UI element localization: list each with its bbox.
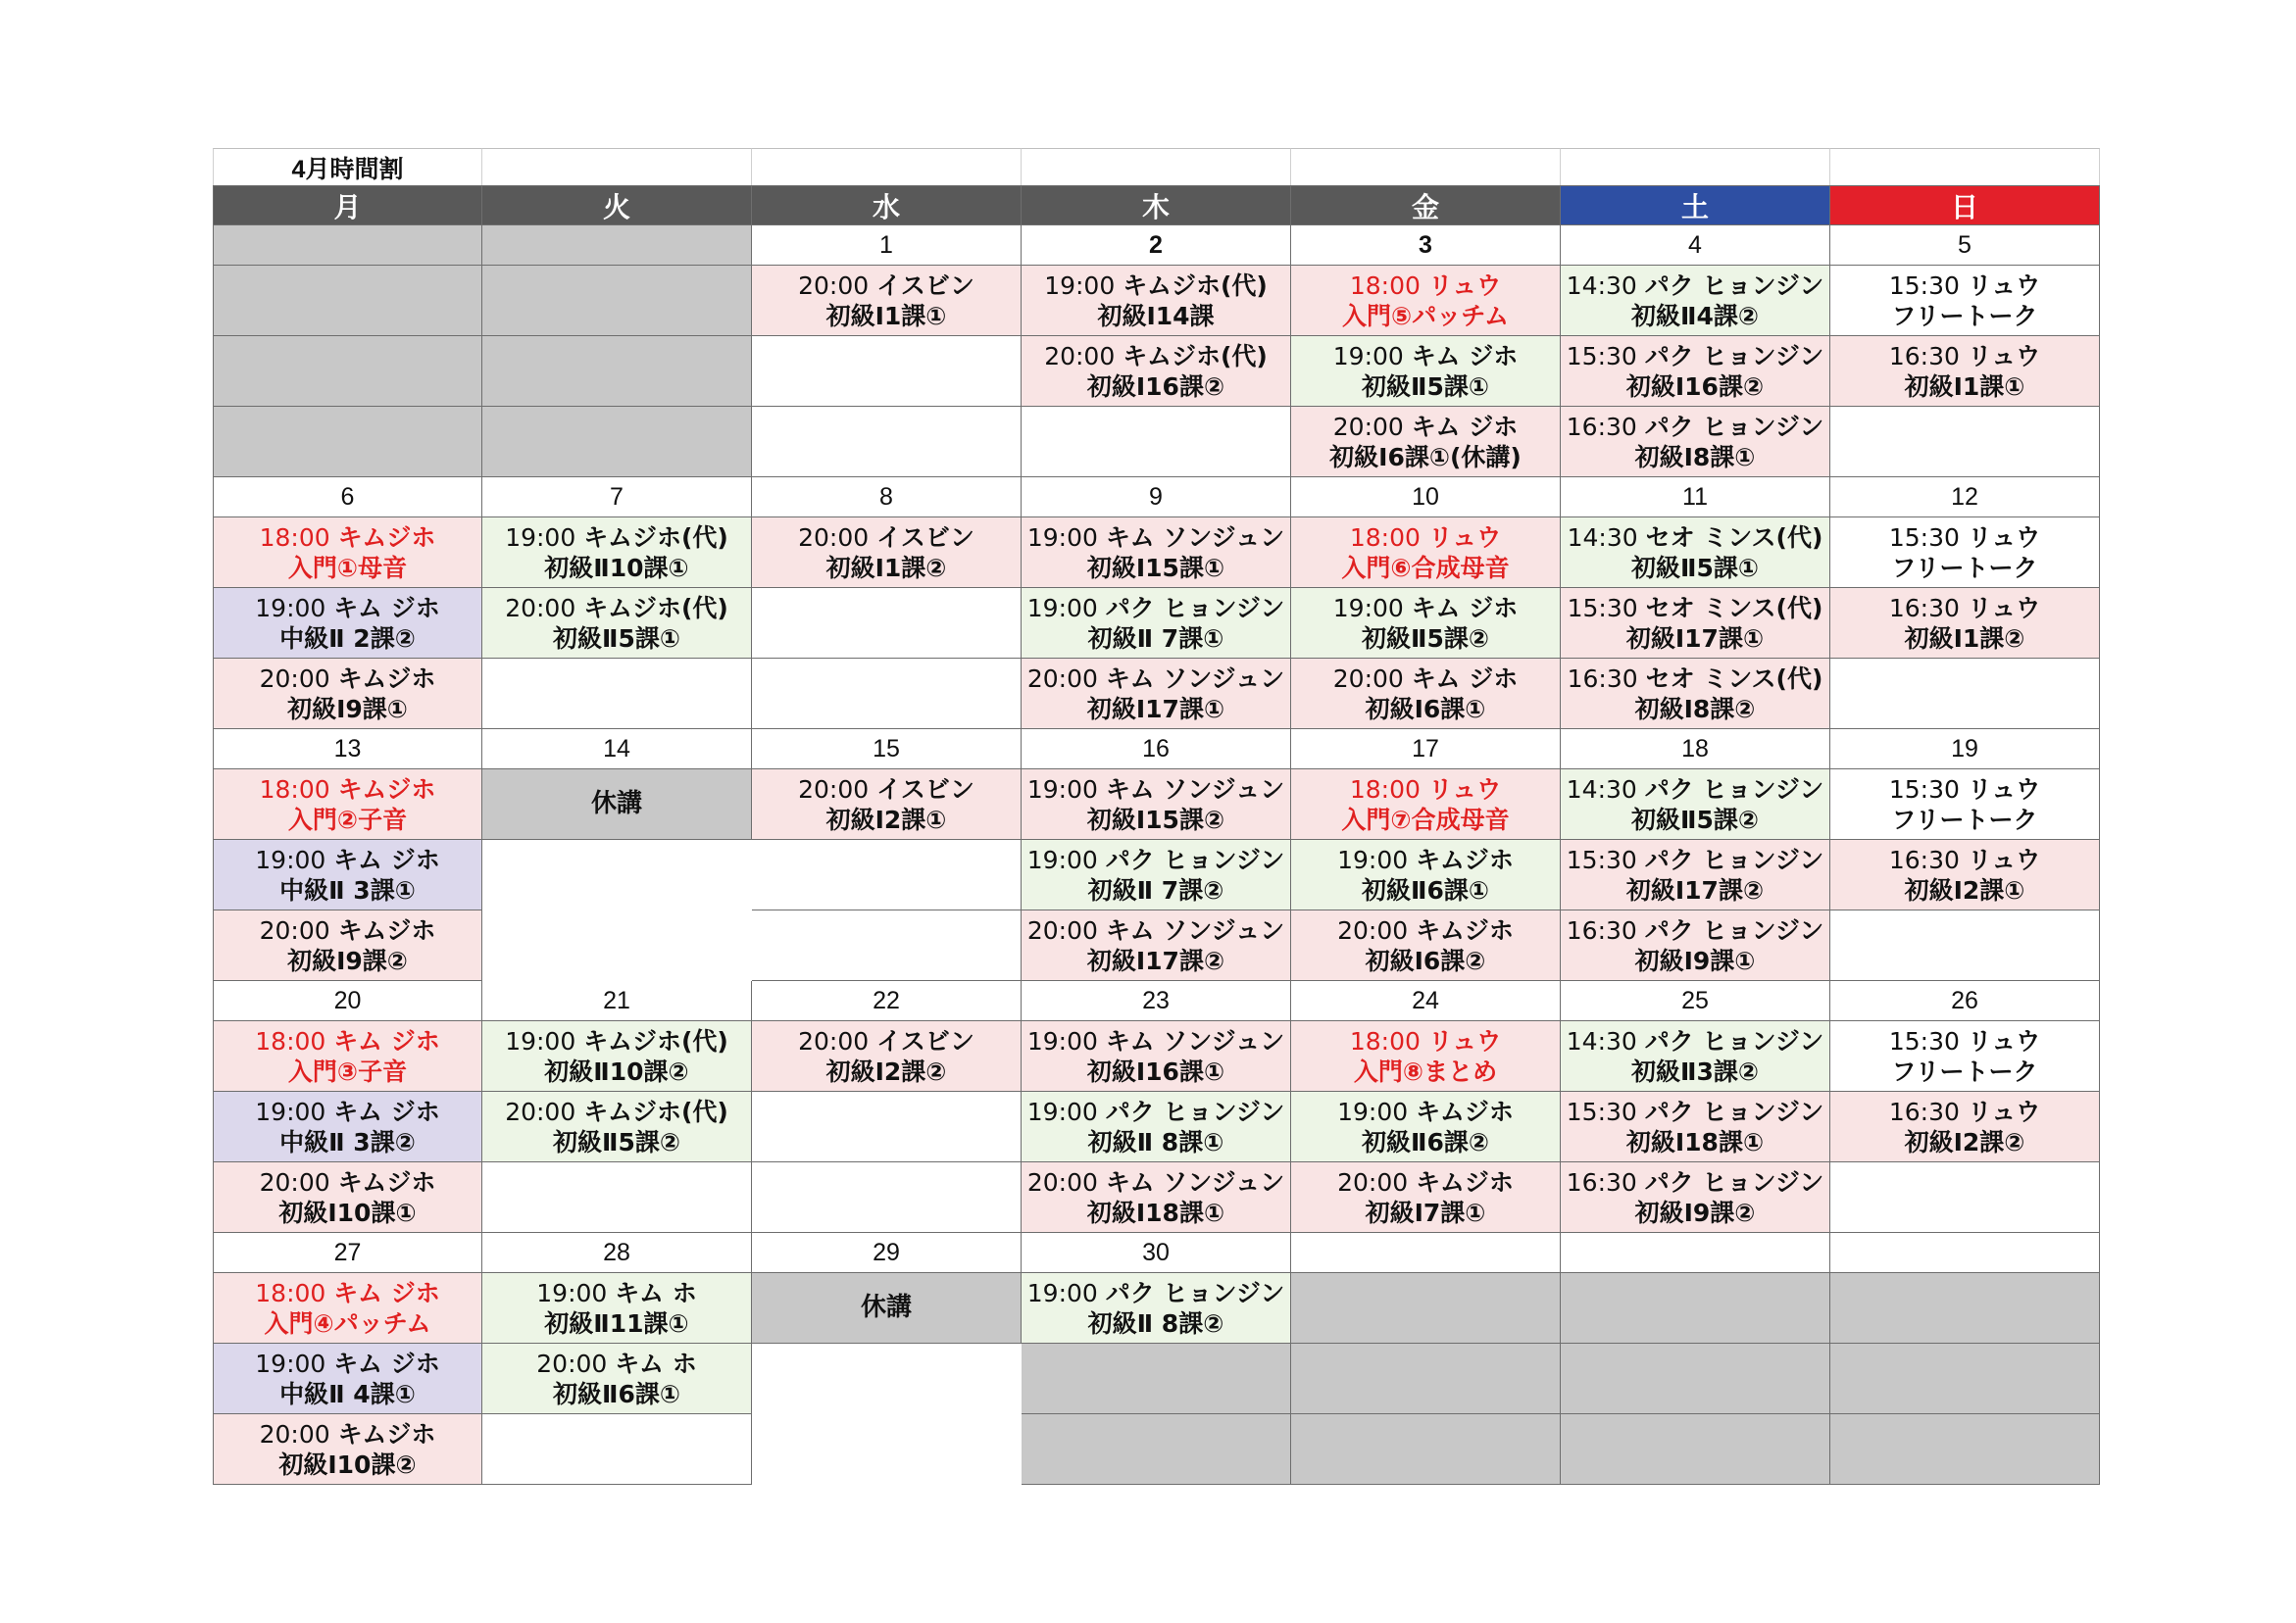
lesson-course: 初級Ⅰ6課② xyxy=(1365,946,1486,975)
weekday-header: 木 xyxy=(1022,185,1291,225)
lesson-time-teacher: 20:00 キム ソンジュン xyxy=(1026,915,1285,945)
title-row-cell xyxy=(1022,148,1291,185)
lesson-time-teacher: 16:30 リュウ xyxy=(1888,1097,2041,1126)
lesson-course: 初級Ⅱ5課① xyxy=(1361,371,1490,401)
lesson-course: 初級Ⅱ 7課② xyxy=(1087,875,1224,905)
empty-cell xyxy=(1561,1273,1830,1344)
lesson-course: 初級Ⅰ2課② xyxy=(825,1057,947,1086)
lesson-cell[interactable] xyxy=(1291,769,1561,840)
lesson-cell[interactable] xyxy=(752,769,1022,840)
lesson-cell[interactable] xyxy=(1561,659,1830,729)
lesson-time-teacher: 19:00 キム ソンジュン xyxy=(1026,774,1285,804)
lesson-time-teacher: 16:30 パク ヒョンジン xyxy=(1566,1167,1824,1197)
lesson-course: 中級Ⅱ 3課② xyxy=(279,1127,416,1156)
lesson-cell[interactable] xyxy=(1830,1092,2100,1162)
lesson-course: 初級Ⅱ5課② xyxy=(1630,805,1760,834)
weekday-header: 土 xyxy=(1561,185,1830,225)
holiday-cell: 休講 xyxy=(752,1273,1022,1344)
lesson-time-teacher: 19:00 キム ジホ xyxy=(1332,593,1519,622)
lesson-cell[interactable] xyxy=(1830,840,2100,910)
lesson-time-teacher: 18:00 キムジホ xyxy=(259,522,436,552)
weekday-header: 火 xyxy=(482,185,752,225)
lesson-course: 初級Ⅰ9課② xyxy=(1634,1198,1756,1227)
lesson-time-teacher: 18:00 キム ジホ xyxy=(255,1278,440,1307)
empty-cell xyxy=(1830,1273,2100,1344)
empty-cell xyxy=(1022,407,1291,477)
lesson-time-teacher: 19:00 キム ソンジュン xyxy=(1026,522,1285,552)
date-cell: 6 xyxy=(213,477,482,517)
lesson-time-teacher: 19:00 キムジホ(代) xyxy=(1044,270,1268,300)
date-cell: 13 xyxy=(213,729,482,769)
lesson-cell[interactable] xyxy=(1561,840,1830,910)
empty-cell xyxy=(1561,1344,1830,1414)
empty-cell xyxy=(1291,1273,1561,1344)
empty-cell xyxy=(752,1092,1022,1162)
lesson-time-teacher: 20:00 キムジホ xyxy=(1337,1167,1514,1197)
lesson-cell[interactable] xyxy=(213,517,482,588)
lesson-course: 初級Ⅰ6課① xyxy=(1365,694,1486,723)
lesson-course: 初級Ⅰ10課② xyxy=(278,1450,417,1479)
weekday-header: 月 xyxy=(213,185,482,225)
lesson-course: 初級Ⅰ1課① xyxy=(825,301,947,330)
lesson-course: 初級Ⅰ18課① xyxy=(1625,1127,1765,1156)
lesson-time-teacher: 19:00 パク ヒョンジン xyxy=(1026,1097,1285,1126)
lesson-time-teacher: 18:00 キムジホ xyxy=(259,774,436,804)
date-cell: 16 xyxy=(1022,729,1291,769)
lesson-time-teacher: 14:30 パク ヒョンジン xyxy=(1566,774,1824,804)
empty-cell xyxy=(213,336,482,407)
lesson-cell[interactable] xyxy=(1291,910,1561,981)
lesson-time-teacher: 19:00 キム ソンジュン xyxy=(1026,1026,1285,1056)
lesson-course: 中級Ⅱ 3課① xyxy=(279,875,416,905)
lesson-course: 初級Ⅱ 8課① xyxy=(1087,1127,1224,1156)
date-cell: 2 xyxy=(1022,225,1291,266)
lesson-time-teacher: 14:30 パク ヒョンジン xyxy=(1566,270,1824,300)
lesson-time-teacher: 20:00 キムジホ xyxy=(1337,915,1514,945)
lesson-time-teacher: 15:30 リュウ xyxy=(1888,1026,2041,1056)
lesson-time-teacher: 14:30 パク ヒョンジン xyxy=(1566,1026,1824,1056)
lesson-cell[interactable] xyxy=(1291,407,1561,477)
weekday-header: 水 xyxy=(752,185,1022,225)
sheet-title xyxy=(213,148,482,185)
empty-cell xyxy=(1022,1414,1291,1485)
date-cell: 5 xyxy=(1830,225,2100,266)
lesson-course: 初級Ⅰ1課① xyxy=(1904,371,2025,401)
lesson-course: 初級Ⅱ10課① xyxy=(544,553,689,582)
lesson-course: 初級Ⅰ7課① xyxy=(1365,1198,1486,1227)
lesson-cell[interactable] xyxy=(752,266,1022,336)
lesson-cell[interactable] xyxy=(213,769,482,840)
lesson-time-teacher: 20:00 キムジホ xyxy=(259,915,436,945)
lesson-time-teacher: 18:00 リュウ xyxy=(1349,270,1502,300)
lesson-cell[interactable] xyxy=(213,1162,482,1233)
empty-cell xyxy=(213,407,482,477)
lesson-course: 初級Ⅱ5課② xyxy=(552,1127,681,1156)
empty-cell xyxy=(1291,1414,1561,1485)
lesson-course: フリートーク xyxy=(1891,805,2038,834)
lesson-course: 初級Ⅰ15課① xyxy=(1086,553,1225,582)
lesson-time-teacher: 19:00 キム ジホ xyxy=(255,1097,440,1126)
lesson-cell[interactable] xyxy=(1830,588,2100,659)
lesson-cell[interactable] xyxy=(1022,588,1291,659)
lesson-time-teacher: 19:00 キムジホ(代) xyxy=(505,1026,728,1056)
lesson-cell[interactable] xyxy=(1561,1162,1830,1233)
lesson-time-teacher: 19:00 キムジホ(代) xyxy=(505,522,728,552)
lesson-cell[interactable] xyxy=(1830,517,2100,588)
lesson-cell[interactable] xyxy=(1830,336,2100,407)
date-cell: 15 xyxy=(752,729,1022,769)
date-cell: 22 xyxy=(752,981,1022,1021)
date-cell: 29 xyxy=(752,1233,1022,1273)
lesson-course: 初級Ⅰ8課② xyxy=(1634,694,1756,723)
empty-cell xyxy=(213,266,482,336)
date-cell: 27 xyxy=(213,1233,482,1273)
lesson-cell[interactable] xyxy=(482,517,752,588)
lesson-time-teacher: 20:00 イスビン xyxy=(798,270,974,300)
lesson-cell[interactable] xyxy=(482,588,752,659)
lesson-course: 入門③子音 xyxy=(287,1057,408,1086)
weekday-header: 金 xyxy=(1291,185,1561,225)
lesson-time-teacher: 20:00 イスビン xyxy=(798,774,974,804)
lesson-time-teacher: 19:00 キムジホ xyxy=(1337,1097,1514,1126)
lesson-cell[interactable] xyxy=(1022,659,1291,729)
lesson-cell[interactable] xyxy=(213,1344,482,1414)
lesson-course: 入門④パッチム xyxy=(264,1308,431,1338)
lesson-time-teacher: 15:30 リュウ xyxy=(1888,522,2041,552)
lesson-course: 初級Ⅱ10課② xyxy=(544,1057,689,1086)
lesson-course: 初級Ⅰ6課①(休講) xyxy=(1329,442,1522,471)
lesson-time-teacher: 19:00 キム ジホ xyxy=(255,593,440,622)
lesson-time-teacher: 15:30 パク ヒョンジン xyxy=(1566,341,1824,370)
lesson-time-teacher: 20:00 キム ホ xyxy=(536,1349,697,1378)
lesson-course: フリートーク xyxy=(1891,553,2038,582)
lesson-cell[interactable] xyxy=(213,1414,482,1485)
title-row-cell xyxy=(1561,148,1830,185)
lesson-cell[interactable] xyxy=(213,588,482,659)
empty-cell xyxy=(482,1162,752,1233)
date-cell: 25 xyxy=(1561,981,1830,1021)
weekday-header: 日 xyxy=(1830,185,2100,225)
lesson-cell[interactable] xyxy=(1561,517,1830,588)
sheet-title-text: 4月時間割 xyxy=(291,155,404,183)
lesson-cell[interactable] xyxy=(482,1344,752,1414)
lesson-time-teacher: 20:00 キム ジホ xyxy=(1332,664,1519,693)
lesson-course: フリートーク xyxy=(1891,301,2038,330)
lesson-time-teacher: 19:00 キム ジホ xyxy=(1332,341,1519,370)
empty-cell xyxy=(482,266,752,336)
lesson-time-teacher: 19:00 パク ヒョンジン xyxy=(1026,593,1285,622)
date-cell xyxy=(1291,1233,1561,1273)
empty-cell xyxy=(1561,1414,1830,1485)
empty-cell xyxy=(482,659,752,729)
lesson-cell[interactable] xyxy=(1291,659,1561,729)
date-cell: 21 xyxy=(482,981,752,1021)
lesson-cell[interactable] xyxy=(752,1021,1022,1092)
lesson-time-teacher: 14:30 セオ ミンス(代) xyxy=(1567,522,1823,552)
lesson-course: 入門②子音 xyxy=(287,805,408,834)
lesson-course: 初級Ⅰ16課① xyxy=(1086,1057,1225,1086)
lesson-course: 初級Ⅰ8課① xyxy=(1634,442,1756,471)
lesson-cell[interactable] xyxy=(213,1092,482,1162)
lesson-course: 初級Ⅰ2課② xyxy=(1904,1127,2025,1156)
lesson-cell[interactable] xyxy=(213,840,482,910)
lesson-course: 初級Ⅰ14課 xyxy=(1097,301,1215,330)
lesson-course: 初級Ⅱ5課① xyxy=(552,623,681,653)
lesson-time-teacher: 20:00 キムジホ xyxy=(259,1167,436,1197)
lesson-time-teacher: 15:30 リュウ xyxy=(1888,270,2041,300)
lesson-cell[interactable] xyxy=(1022,1162,1291,1233)
lesson-course: 初級Ⅰ2課① xyxy=(1904,875,2025,905)
empty-cell xyxy=(752,336,1022,407)
lesson-course: 入門⑤パッチム xyxy=(1342,301,1509,330)
empty-cell xyxy=(1830,910,2100,981)
lesson-time-teacher: 20:00 キムジホ(代) xyxy=(505,593,728,622)
date-cell: 10 xyxy=(1291,477,1561,517)
date-cell: 19 xyxy=(1830,729,2100,769)
lesson-course: 初級Ⅱ 7課① xyxy=(1087,623,1224,653)
lesson-course: 初級Ⅱ5課② xyxy=(1361,623,1490,653)
lesson-course: 初級Ⅱ6課① xyxy=(1361,875,1490,905)
lesson-time-teacher: 18:00 キム ジホ xyxy=(255,1026,440,1056)
empty-cell xyxy=(482,407,752,477)
empty-cell xyxy=(752,407,1022,477)
lesson-cell[interactable] xyxy=(1561,769,1830,840)
lesson-course: 初級Ⅰ1課② xyxy=(1904,623,2025,653)
lesson-cell[interactable] xyxy=(1022,266,1291,336)
lesson-cell[interactable] xyxy=(1561,336,1830,407)
empty-cell xyxy=(1830,1344,2100,1414)
date-cell: 12 xyxy=(1830,477,2100,517)
lesson-time-teacher: 20:00 キム ソンジュン xyxy=(1026,1167,1285,1197)
title-row-cell xyxy=(482,148,752,185)
date-cell: 24 xyxy=(1291,981,1561,1021)
lesson-cell[interactable] xyxy=(1291,266,1561,336)
lesson-time-teacher: 20:00 イスビン xyxy=(798,522,974,552)
lesson-cell[interactable] xyxy=(752,517,1022,588)
lesson-course: 初級Ⅰ17課① xyxy=(1625,623,1765,653)
date-cell: 14 xyxy=(482,729,752,769)
lesson-time-teacher: 20:00 キムジホ xyxy=(259,1419,436,1449)
empty-cell xyxy=(1830,659,2100,729)
lesson-cell[interactable] xyxy=(213,910,482,981)
lesson-time-teacher: 20:00 キム ジホ xyxy=(1332,412,1519,441)
lesson-cell[interactable] xyxy=(1022,769,1291,840)
lesson-course: 初級Ⅰ17課② xyxy=(1086,946,1225,975)
date-cell: 30 xyxy=(1022,1233,1291,1273)
lesson-time-teacher: 18:00 リュウ xyxy=(1349,522,1502,552)
lesson-cell[interactable] xyxy=(1022,840,1291,910)
lesson-course: 初級Ⅱ6課① xyxy=(552,1379,681,1408)
holiday-cell: 休講 xyxy=(482,769,752,840)
timetable-grid xyxy=(213,148,2101,1485)
lesson-course: 中級Ⅱ 2課② xyxy=(279,623,416,653)
lesson-time-teacher: 19:00 パク ヒョンジン xyxy=(1026,1278,1285,1307)
lesson-time-teacher: 15:30 パク ヒョンジン xyxy=(1566,845,1824,874)
lesson-course: 入門①母音 xyxy=(287,553,408,582)
lesson-cell[interactable] xyxy=(1561,910,1830,981)
lesson-course: 初級Ⅰ1課② xyxy=(825,553,947,582)
empty-cell xyxy=(752,659,1022,729)
lesson-time-teacher: 20:00 イスビン xyxy=(798,1026,974,1056)
lesson-time-teacher: 16:30 パク ヒョンジン xyxy=(1566,412,1824,441)
lesson-time-teacher: 15:30 パク ヒョンジン xyxy=(1566,1097,1824,1126)
lesson-time-teacher: 16:30 リュウ xyxy=(1888,845,2041,874)
lesson-cell[interactable] xyxy=(1561,588,1830,659)
lesson-course: 初級Ⅱ11課① xyxy=(544,1308,689,1338)
lesson-cell[interactable] xyxy=(213,1021,482,1092)
lesson-cell[interactable] xyxy=(1830,769,2100,840)
lesson-time-teacher: 20:00 キムジホ(代) xyxy=(1044,341,1268,370)
lesson-cell[interactable] xyxy=(213,1273,482,1344)
title-row-cell xyxy=(1291,148,1561,185)
title-row-cell xyxy=(752,148,1022,185)
title-row-cell xyxy=(1830,148,2100,185)
date-cell xyxy=(1561,1233,1830,1273)
empty-cell xyxy=(752,588,1022,659)
lesson-cell[interactable] xyxy=(1830,266,2100,336)
empty-cell xyxy=(482,1414,752,1485)
lesson-cell[interactable] xyxy=(1561,266,1830,336)
lesson-course: フリートーク xyxy=(1891,1057,2038,1086)
lesson-cell[interactable] xyxy=(482,1092,752,1162)
lesson-course: 初級Ⅰ17課① xyxy=(1086,694,1225,723)
lesson-course: 初級Ⅰ16課② xyxy=(1086,371,1225,401)
lesson-course: 初級Ⅰ16課② xyxy=(1625,371,1765,401)
lesson-course: 初級Ⅱ4課② xyxy=(1630,301,1760,330)
date-cell: 17 xyxy=(1291,729,1561,769)
lesson-cell[interactable] xyxy=(1022,1021,1291,1092)
empty-cell xyxy=(1830,1162,2100,1233)
date-cell: 23 xyxy=(1022,981,1291,1021)
lesson-cell[interactable] xyxy=(1561,1092,1830,1162)
empty-cell xyxy=(482,336,752,407)
lesson-cell[interactable] xyxy=(1291,840,1561,910)
lesson-cell[interactable] xyxy=(1022,910,1291,981)
lesson-time-teacher: 16:30 リュウ xyxy=(1888,341,2041,370)
lesson-course: 初級Ⅰ15課② xyxy=(1086,805,1225,834)
lesson-course: 初級Ⅱ3課② xyxy=(1630,1057,1760,1086)
empty-cell xyxy=(752,1162,1022,1233)
lesson-course: 初級Ⅱ 8課② xyxy=(1087,1308,1224,1338)
lesson-time-teacher: 19:00 キムジホ xyxy=(1337,845,1514,874)
lesson-cell[interactable] xyxy=(1022,1273,1291,1344)
lesson-time-teacher: 20:00 キムジホ(代) xyxy=(505,1097,728,1126)
lesson-time-teacher: 15:30 セオ ミンス(代) xyxy=(1567,593,1823,622)
date-cell: 11 xyxy=(1561,477,1830,517)
lesson-course: 初級Ⅱ5課① xyxy=(1630,553,1760,582)
lesson-time-teacher: 18:00 リュウ xyxy=(1349,1026,1502,1056)
lesson-time-teacher: 19:00 キム ジホ xyxy=(255,1349,440,1378)
lesson-time-teacher: 16:30 セオ ミンス(代) xyxy=(1567,664,1823,693)
empty-cell xyxy=(1022,1344,1291,1414)
lesson-course: 入門⑧まとめ xyxy=(1353,1057,1498,1086)
lesson-course: 入門⑥合成母音 xyxy=(1341,553,1510,582)
lesson-cell[interactable] xyxy=(1561,1021,1830,1092)
lesson-cell[interactable] xyxy=(1291,517,1561,588)
date-cell: 4 xyxy=(1561,225,1830,266)
date-cell xyxy=(1830,1233,2100,1273)
date-cell: 8 xyxy=(752,477,1022,517)
lesson-time-teacher: 20:00 キムジホ xyxy=(259,664,436,693)
lesson-cell[interactable] xyxy=(1291,336,1561,407)
date-cell: 7 xyxy=(482,477,752,517)
lesson-time-teacher: 20:00 キム ソンジュン xyxy=(1026,664,1285,693)
lesson-course: 入門⑦合成母音 xyxy=(1341,805,1510,834)
lesson-cell[interactable] xyxy=(1561,407,1830,477)
lesson-course: 初級Ⅰ9課② xyxy=(287,946,408,975)
lesson-time-teacher: 16:30 パク ヒョンジン xyxy=(1566,915,1824,945)
date-cell xyxy=(213,225,482,266)
lesson-time-teacher: 19:00 キム ジホ xyxy=(255,845,440,874)
lesson-time-teacher: 19:00 キム ホ xyxy=(536,1278,697,1307)
lesson-time-teacher: 15:30 リュウ xyxy=(1888,774,2041,804)
lesson-cell[interactable] xyxy=(482,1273,752,1344)
lesson-time-teacher: 16:30 リュウ xyxy=(1888,593,2041,622)
lesson-cell[interactable] xyxy=(1022,1092,1291,1162)
lesson-course: 初級Ⅱ6課② xyxy=(1361,1127,1490,1156)
lesson-cell[interactable] xyxy=(1291,1162,1561,1233)
date-cell xyxy=(482,225,752,266)
empty-cell xyxy=(752,840,1022,910)
lesson-cell[interactable] xyxy=(1291,588,1561,659)
lesson-time-teacher: 18:00 リュウ xyxy=(1349,774,1502,804)
lesson-cell[interactable] xyxy=(213,659,482,729)
lesson-cell[interactable] xyxy=(1291,1092,1561,1162)
lesson-course: 初級Ⅰ2課① xyxy=(825,805,947,834)
lesson-course: 初級Ⅰ9課① xyxy=(1634,946,1756,975)
empty-cell xyxy=(752,910,1022,981)
date-cell: 9 xyxy=(1022,477,1291,517)
date-cell: 1 xyxy=(752,225,1022,266)
lesson-course: 初級Ⅰ9課① xyxy=(287,694,408,723)
lesson-course: 初級Ⅰ10課① xyxy=(278,1198,417,1227)
date-cell: 18 xyxy=(1561,729,1830,769)
empty-cell xyxy=(1830,1414,2100,1485)
date-cell: 28 xyxy=(482,1233,752,1273)
lesson-cell[interactable] xyxy=(1022,336,1291,407)
lesson-cell[interactable] xyxy=(1022,517,1291,588)
lesson-course: 初級Ⅰ18課① xyxy=(1086,1198,1225,1227)
date-cell: 26 xyxy=(1830,981,2100,1021)
lesson-course: 中級Ⅱ 4課① xyxy=(279,1379,416,1408)
lesson-time-teacher: 19:00 パク ヒョンジン xyxy=(1026,845,1285,874)
lesson-cell[interactable] xyxy=(1291,1021,1561,1092)
lesson-course: 初級Ⅰ17課② xyxy=(1625,875,1765,905)
empty-cell xyxy=(1830,407,2100,477)
lesson-cell[interactable] xyxy=(1830,1021,2100,1092)
empty-cell xyxy=(1291,1344,1561,1414)
date-cell: 3 xyxy=(1291,225,1561,266)
lesson-cell[interactable] xyxy=(482,1021,752,1092)
date-cell: 20 xyxy=(213,981,482,1021)
